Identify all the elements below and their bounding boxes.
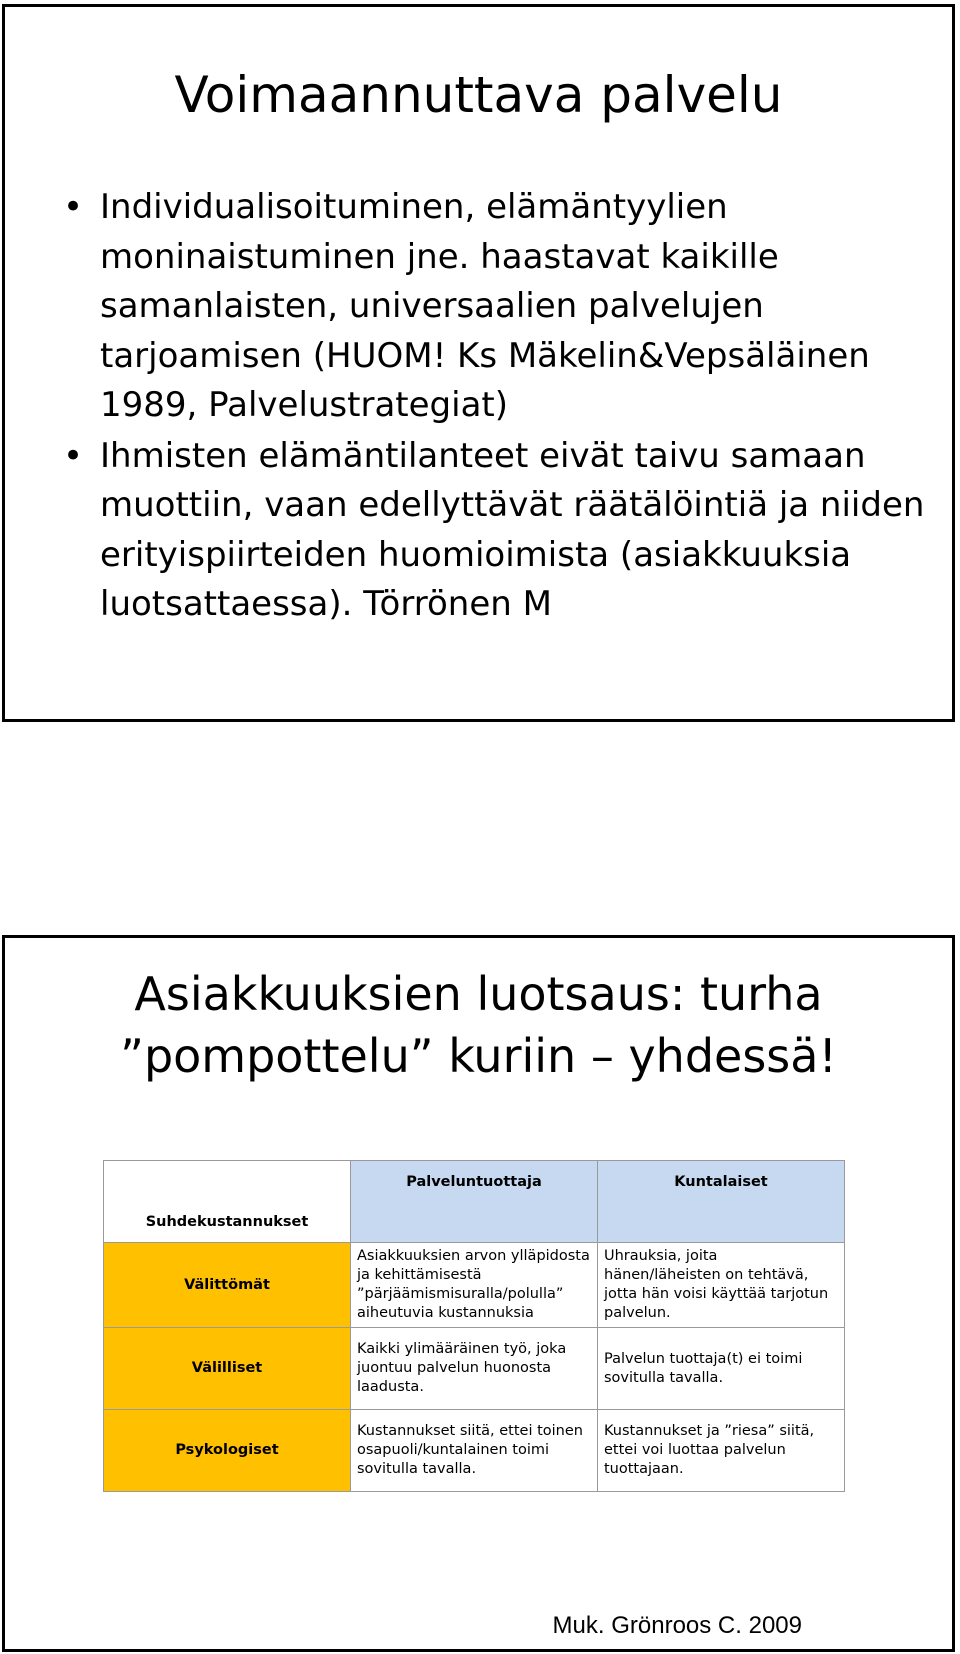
slide-asiakkuuksien-luotsaus [2,935,955,1652]
table-row [104,1328,845,1410]
bullet-item [63,432,933,630]
slide-voimaannuttava-palvelu [2,4,955,722]
column-header-palveluntuottaja: Palveluntuottaja [351,1161,598,1243]
bullet-text: Ihmisten elämäntilanteet eivät taivu samaan muottiin, vaan edellyttävät räätälöintiä ja niiden erityispiirteiden huomioimista (asiakkuuksia luotsattaessa). Törrönen M [100,435,925,624]
bullet-dot-icon: • [63,435,84,476]
table-cell: Asiakkuuksien arvon ylläpidosta ja kehittämisestä ”pärjäämismisuralla/polulla” aiheutuvia kustannuksia [351,1243,598,1328]
table-header-row [104,1161,845,1243]
table-cell: Kustannukset siitä, ettei toinen osapuoli/kuntalainen toimi sovitulla tavalla. [351,1410,598,1492]
row-header-psykologiset: Psykologiset [104,1410,351,1492]
column-header-kuntalaiset: Kuntalaiset [598,1161,845,1243]
slide-title-line: Asiakkuuksien luotsaus: turha [134,967,823,1021]
bullet-text: Individualisoituminen, elämäntyylien moninaistuminen jne. haastavat kaikille samanlaisten, universaalien palvelujen tarjoamisen (HUOM! Ks Mäkelin&Vepsäläinen 1989, Palvelustrategiat) [100,187,870,425]
table-cell: Kaikki ylimääräinen työ, joka juontuu palvelun huonosta laadusta. [351,1328,598,1410]
bullet-list [63,183,933,631]
slide-title [5,963,952,1087]
bullet-item [63,183,933,431]
bullet-dot-icon: • [63,187,84,227]
table-row [104,1243,845,1328]
table-cell: Palvelun tuottaja(t) ei toimi sovitulla tavalla. [598,1328,845,1410]
row-header-valittomat: Välittömät [104,1243,351,1328]
table-cell: Kustannukset ja ”riesa” siitä, ettei voi luottaa palvelun tuottajaan. [598,1410,845,1492]
table-cell: Uhrauksia, joita hänen/läheisten on tehtävä, jotta hän voisi käyttää tarjotun palvelun. [598,1243,845,1328]
cost-matrix-table [103,1160,845,1492]
table-row [104,1410,845,1492]
source-credit: Muk. Grönroos C. 2009 [552,1612,802,1639]
slide-title-line: ”pompottelu” kuriin – yhdessä! [120,1029,837,1083]
slide-title: Voimaannuttava palvelu [174,66,783,124]
row-header-valilliset: Välilliset [104,1328,351,1410]
table-corner-header: Suhdekustannukset [104,1161,351,1243]
